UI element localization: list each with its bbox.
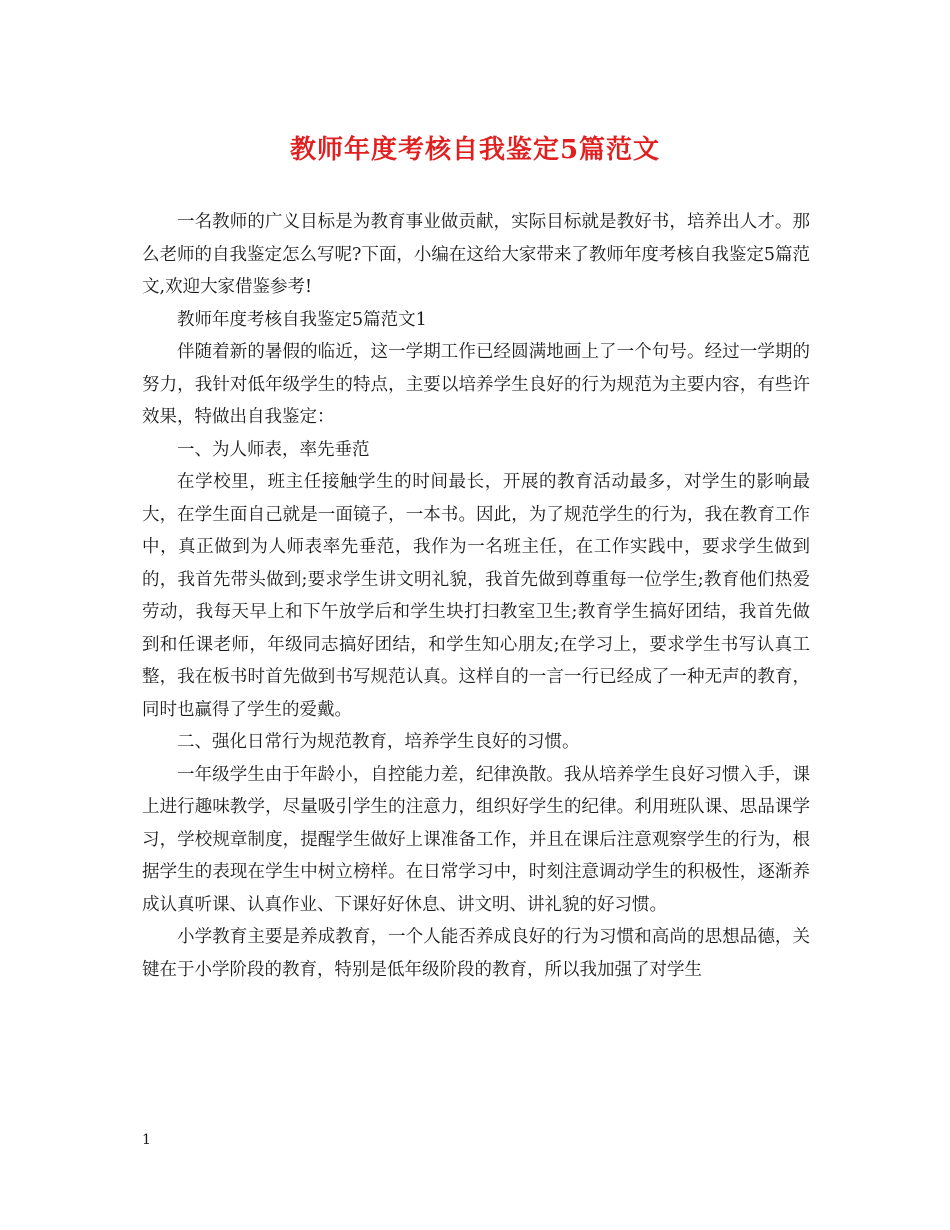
document-body (142, 206, 810, 986)
paragraph-section-2: 一年级学生由于年龄小，自控能力差，纪律涣散。我从培养学生良好习惯入手，课上进行趣味教学，尽量吸引学生的注意力，组织好学生的纪律。利用班队课、思品课学习，学校规章制度，提醒学生做好上课准备工作，并且在课后注意观察学生的行为，根据学生的表现在学生中树立榜样。在日常学习中，时刻注意调动学生的积极性，逐渐养成认真听课、认真作业、下课好好休息、讲文明、讲礼貌的好习惯。 (142, 764, 810, 915)
paragraph-sample-heading: 教师年度考核自我鉴定5篇范文1 (177, 309, 427, 330)
section-heading-1: 一、为人师表，率先垂范 (177, 439, 370, 460)
paragraph-continuation: 小学教育主要是养成教育，一个人能否养成良好的行为习惯和高尚的思想品德，关键在于小学阶段的教育，特别是低年级阶段的教育，所以我加强了对学生 (142, 927, 810, 980)
section-heading-2: 二、强化日常行为规范教育，培养学生良好的习惯。 (177, 732, 580, 752)
paragraph-intro: 一名教师的广义目标是为教育事业做贡献，实际目标就是教好书，培养出人才。那么老师的自我鉴定怎么写呢?下面，小编在这给大家带来了教师年度考核自我鉴定5篇范文,欢迎大家借鉴参考! (142, 212, 811, 297)
page-number: 1 (142, 1132, 151, 1148)
paragraph-opening: 伴随着新的暑假的临近，这一学期工作已经圆满地画上了一个句号。经过一学期的努力，我针对低年级学生的特点，主要以培养学生良好的行为规范为主要内容，有些许效果，特做出自我鉴定： (142, 342, 810, 427)
document-title: 教师年度考核自我鉴定5篇范文 (289, 135, 661, 165)
paragraph-section-1: 在学校里，班主任接触学生的时间最长，开展的教育活动最多，对学生的影响最大，在学生面自己就是一面镜子，一本书。因此，为了规范学生的行为，我在教育工作中，真正做到为人师表率先垂范，我作为一名班主任，在工作实践中，要求学生做到的，我首先带头做到;要求学生讲文明礼貌，我首先做到尊重每一位学生;教育他们热爱劳动，我每天早上和下午放学后和学生块打扫教室卫生;教育学生搞好团结，我首先做到和任课老师，年级同志搞好团结，和学生知心朋友;在学习上，要求学生书写认真工整，我在板书时首先做到书写规范认真。这样自的一言一行已经成了一种无声的教育，同时也赢得了学生的爱戴。 (142, 472, 810, 720)
